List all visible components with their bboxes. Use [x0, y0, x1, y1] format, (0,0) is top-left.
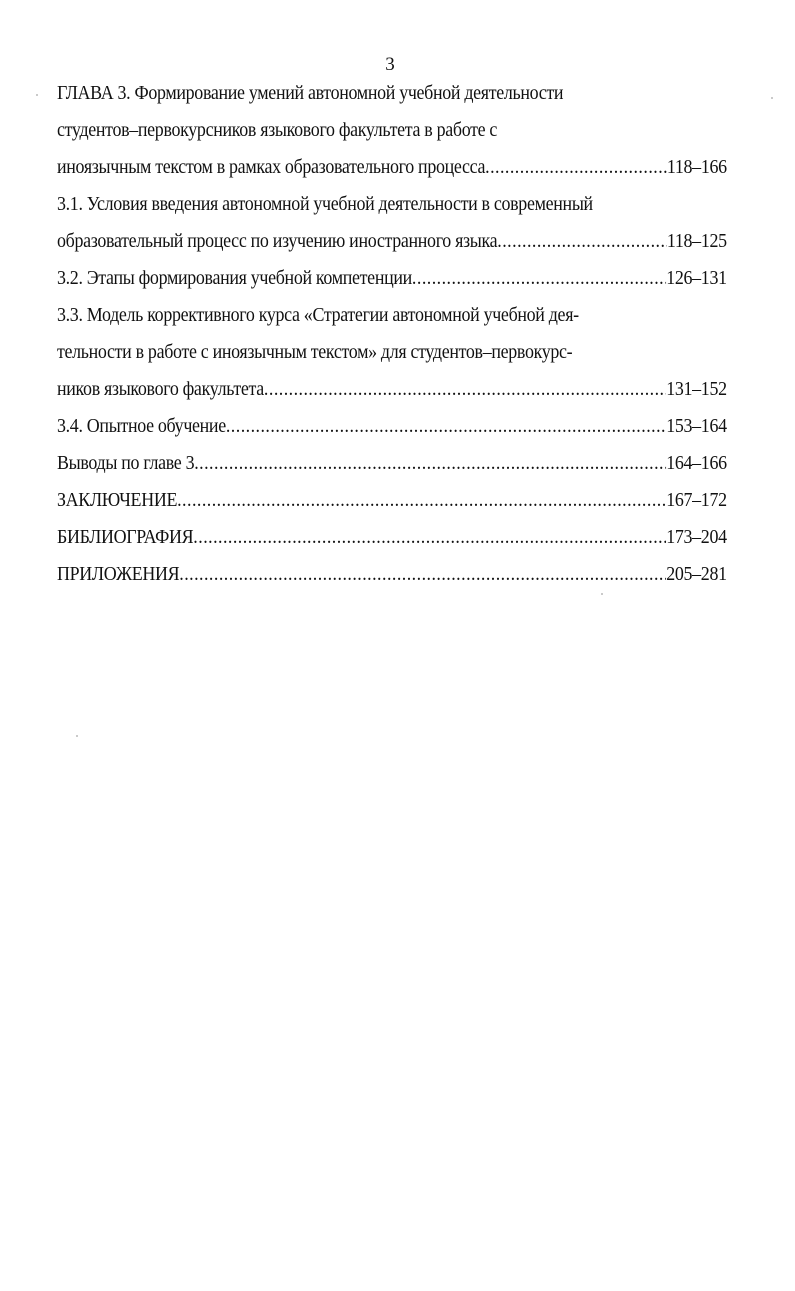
toc-entry-pages: 131–152 — [666, 379, 727, 400]
toc-entry-label: 3.2. Этапы формирования учебной компетенции — [57, 268, 412, 289]
dot-leader — [497, 228, 667, 256]
toc-entry-last-line — [57, 376, 727, 413]
toc-entry-pages: 153–164 — [666, 416, 727, 437]
toc-entry-last-line — [57, 154, 727, 191]
toc-entry-label: ПРИЛОЖЕНИЯ — [57, 564, 180, 585]
toc-entry-label: ников языкового факультета — [57, 379, 264, 400]
toc-entry-text-line: ГЛАВА 3. Формирование умений автономной учебной деятельности — [57, 83, 564, 104]
toc-entry-conclusions-chapter-3[interactable] — [57, 450, 727, 487]
toc-entry-conclusion[interactable] — [57, 487, 727, 524]
toc-entry-section-3-4[interactable] — [57, 413, 727, 450]
toc-entry-pages: 173–204 — [666, 527, 727, 548]
toc-entry-pages: 118–166 — [666, 157, 727, 178]
toc-entry-pages: 118–125 — [666, 231, 727, 252]
toc-entry-section-3-3[interactable] — [57, 302, 727, 413]
toc-entry-pages: 164–166 — [666, 453, 727, 474]
dot-leader — [485, 154, 667, 182]
toc-entry-bibliography[interactable] — [57, 524, 727, 561]
dot-leader — [194, 450, 666, 478]
page-number: 3 — [385, 54, 395, 75]
toc-entry-text-line: 3.3. Модель коррективного курса «Стратегии автономной учебной дея- — [57, 305, 579, 326]
dot-leader — [412, 265, 666, 293]
toc-entry-text-line: студентов–первокурсников языкового факультета в работе с — [57, 120, 498, 141]
toc-entry-section-3-1[interactable] — [57, 191, 727, 265]
toc-entry-last-line — [57, 228, 727, 265]
dot-leader — [177, 487, 666, 515]
scan-speck — [771, 97, 773, 99]
toc-entry-text-line: 3.1. Условия введения автономной учебной деятельности в современный — [57, 194, 593, 215]
toc-entry-pages: 205–281 — [666, 564, 727, 585]
toc-entry-label: иноязычным текстом в рамках образовательного процесса — [57, 157, 486, 178]
dot-leader — [179, 561, 666, 589]
table-of-contents — [57, 80, 727, 598]
toc-entry-label: образовательный процесс по изучению иностранного языка — [57, 231, 498, 252]
toc-entry-text-line: тельности в работе с иноязычным текстом» для студентов–первокурс- — [57, 342, 573, 363]
toc-entry-label: БИБЛИОГРАФИЯ — [57, 527, 194, 548]
dot-leader — [193, 524, 666, 552]
dot-leader — [264, 376, 666, 404]
toc-entry-appendices[interactable] — [57, 561, 727, 598]
toc-entry-label: 3.4. Опытное обучение — [57, 416, 226, 437]
scan-speck — [76, 735, 78, 737]
scan-speck — [36, 94, 38, 96]
toc-entry-pages: 167–172 — [666, 490, 727, 511]
toc-entry-label: Выводы по главе 3 — [57, 453, 195, 474]
scan-speck — [601, 593, 603, 595]
toc-entry-chapter-3[interactable] — [57, 80, 727, 191]
toc-entry-section-3-2[interactable] — [57, 265, 727, 302]
dot-leader — [226, 413, 666, 441]
toc-entry-label: ЗАКЛЮЧЕНИЕ — [57, 490, 178, 511]
toc-entry-pages: 126–131 — [666, 268, 727, 289]
